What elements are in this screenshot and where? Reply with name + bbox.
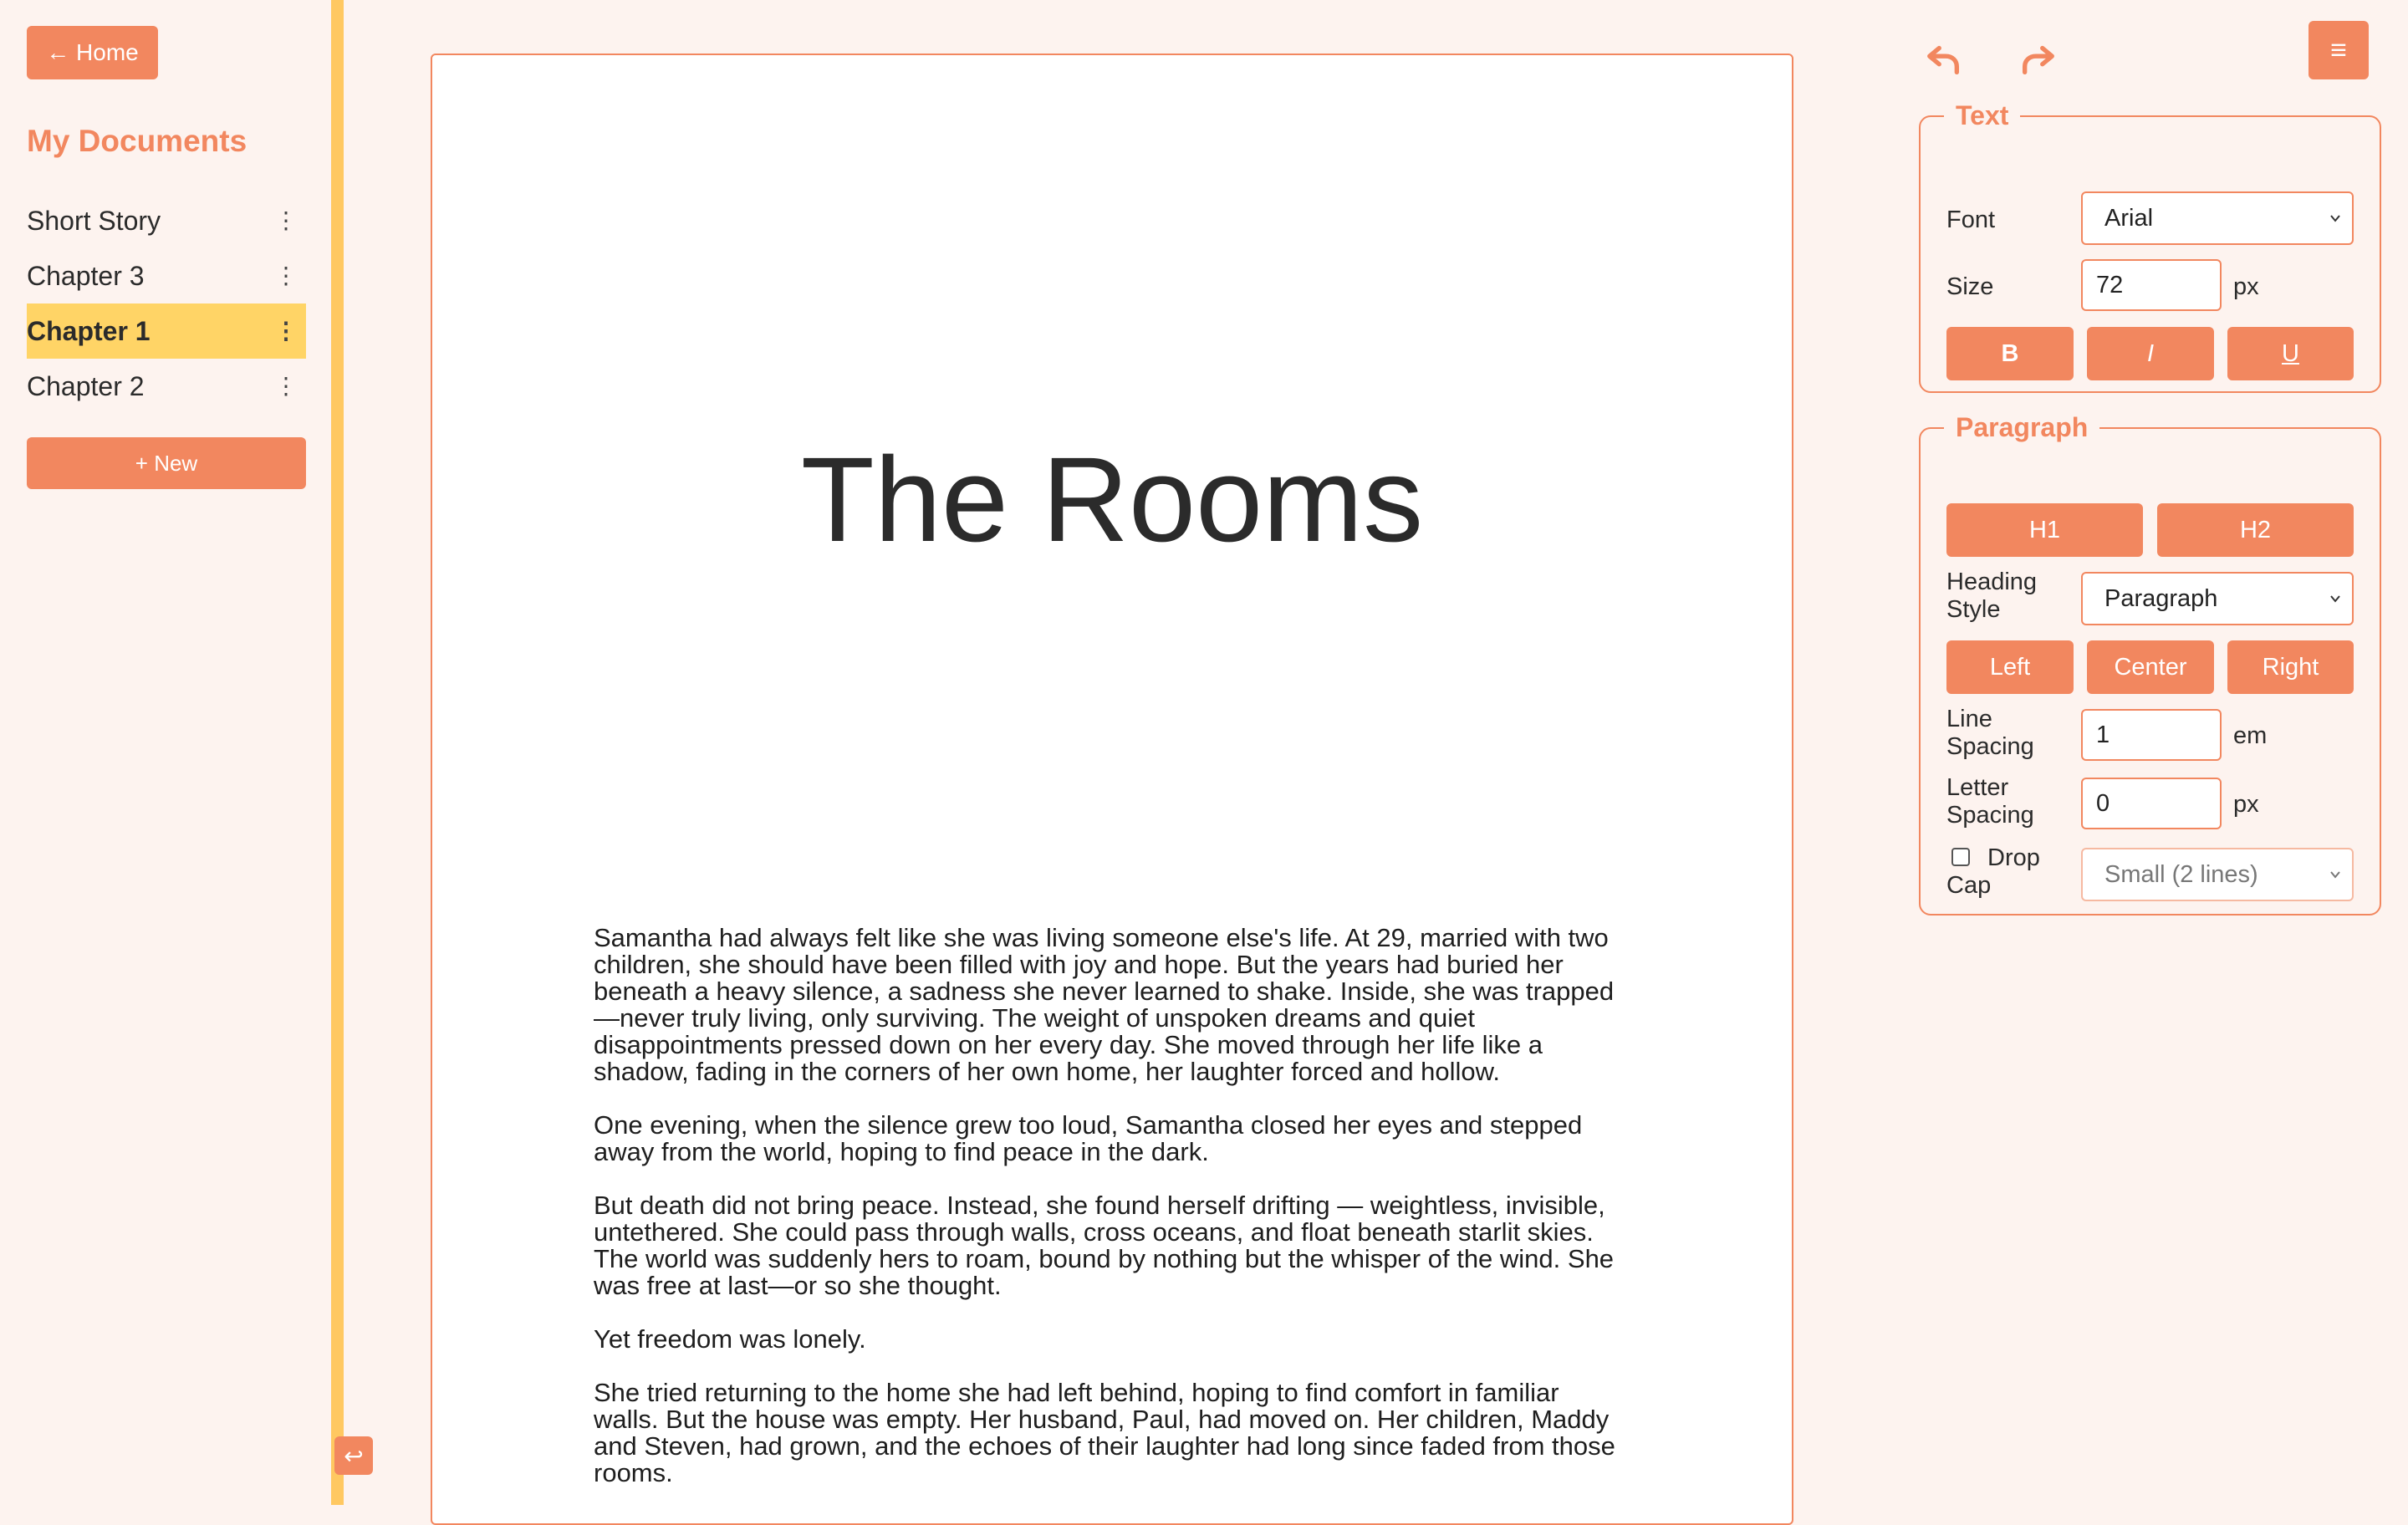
- align-center-button[interactable]: Center: [2087, 640, 2214, 694]
- font-size-input[interactable]: [2081, 259, 2222, 311]
- document-item-short-story[interactable]: [27, 193, 306, 248]
- document-list: [27, 193, 306, 414]
- paragraph[interactable]: But death did not bring peace. Instead, she found herself drifting — weightless, invisible, untethered. She could pass through walls, cross oceans, and float beneath starlit skies. The world was suddenly hers to roam, bound by nothing but the whisper of the wind. She was free at last—or so she thought.: [594, 1191, 1615, 1300]
- text-panel-legend: Text: [1956, 100, 2009, 130]
- italic-button[interactable]: I: [2087, 327, 2214, 380]
- sidebar-resize-handle[interactable]: [331, 0, 344, 1505]
- more-options-icon[interactable]: ⋮: [274, 318, 298, 344]
- more-options-icon[interactable]: ⋮: [274, 373, 298, 399]
- drop-cap-size-value: Small (2 lines): [2104, 860, 2258, 888]
- document-item-label: Chapter 2: [27, 370, 145, 401]
- undo-icon: [1925, 40, 1963, 79]
- font-label: Font: [1946, 207, 1996, 233]
- underline-button[interactable]: U: [2227, 327, 2354, 380]
- heading-style-label-line1: Heading: [1946, 569, 2038, 595]
- heading-style-value: Paragraph: [2104, 584, 2218, 612]
- new-document-button[interactable]: + New: [27, 437, 306, 489]
- undo-button[interactable]: [1915, 30, 1973, 89]
- align-right-button[interactable]: Right: [2227, 640, 2354, 694]
- documents-title: My Documents: [27, 124, 247, 158]
- drop-cap-label-line2: Cap: [1946, 872, 1992, 899]
- line-spacing-label: [1946, 706, 2034, 761]
- chevron-down-icon: [2327, 210, 2344, 227]
- document-item-label: Chapter 3: [27, 260, 145, 291]
- h2-button[interactable]: H2: [2157, 503, 2354, 557]
- heading-style-label: [1946, 569, 2037, 624]
- bold-button[interactable]: B: [1946, 327, 2074, 380]
- text-panel: [1919, 100, 2381, 393]
- paragraph-panel-legend: Paragraph: [1956, 412, 2089, 442]
- paragraph[interactable]: She tried returning to the home she had left behind, hoping to find comfort in familiar walls. But the house was empty. Her husband, Paul, had moved on. Her children, Maddy and Steven, had grown, and the echoes of their laughter had long since faded from those rooms.: [594, 1378, 1615, 1487]
- collapse-sidebar-icon[interactable]: ↩: [334, 1436, 373, 1475]
- letter-spacing-label: [1946, 774, 2034, 829]
- font-select[interactable]: [2081, 191, 2354, 245]
- heading-style-select[interactable]: [2081, 572, 2354, 625]
- document-item-chapter-2[interactable]: [27, 359, 306, 414]
- document-item-chapter-3[interactable]: [27, 248, 306, 303]
- redo-button[interactable]: [2008, 30, 2067, 89]
- more-options-icon[interactable]: ⋮: [274, 207, 298, 233]
- drop-cap-checkbox[interactable]: [1951, 848, 1970, 866]
- document-item-chapter-1[interactable]: [27, 303, 306, 359]
- chevron-down-icon: [2327, 590, 2344, 607]
- paragraph[interactable]: Yet freedom was lonely.: [594, 1324, 866, 1354]
- redo-icon: [2018, 40, 2057, 79]
- line-spacing-input[interactable]: [2081, 709, 2222, 761]
- font-select-value: Arial: [2104, 204, 2154, 232]
- line-spacing-label-line1: Line: [1946, 706, 1992, 732]
- hamburger-menu-icon: ≡: [2330, 33, 2347, 66]
- paragraph-panel: [1919, 412, 2381, 916]
- document-page[interactable]: [431, 54, 1793, 1525]
- size-label: Size: [1946, 273, 1994, 300]
- h1-button[interactable]: H1: [1946, 503, 2143, 557]
- paragraph[interactable]: Samantha had always felt like she was living someone else's life. At 29, married with two children, she should have been filled with joy and hope. But the years had buried her beneath a heavy silence, a sadness she never learned to shake. Inside, she was trapped—never truly living, only surviving. The weight of unspoken dreams and quiet disappointments pressed down on her every day. She moved through her life like a shadow, fading in the corners of her own home, her laughter forced and hollow.: [594, 923, 1615, 1086]
- menu-button[interactable]: [2309, 21, 2369, 79]
- size-unit: px: [2233, 273, 2259, 300]
- chevron-down-icon: [2327, 866, 2344, 883]
- drop-cap-label-line1: Drop: [1987, 844, 2040, 871]
- line-spacing-unit: em: [2233, 722, 2268, 749]
- document-item-label: Short Story: [27, 205, 161, 236]
- line-spacing-label-line2: Spacing: [1946, 733, 2034, 760]
- document-item-label: Chapter 1: [27, 315, 150, 346]
- drop-cap-size-select[interactable]: [2081, 848, 2354, 901]
- letter-spacing-input[interactable]: [2081, 778, 2222, 829]
- more-options-icon[interactable]: ⋮: [274, 263, 298, 288]
- letter-spacing-label-line2: Spacing: [1946, 802, 2034, 829]
- letter-spacing-label-line1: Letter: [1946, 774, 2009, 801]
- heading-style-label-line2: Style: [1946, 596, 2001, 623]
- document-heading[interactable]: The Rooms: [800, 432, 1424, 567]
- sidebar: [0, 0, 331, 1505]
- paragraph[interactable]: One evening, when the silence grew too loud, Samantha closed her eyes and stepped away from the world, hoping to find peace in the dark.: [594, 1110, 1583, 1166]
- letter-spacing-unit: px: [2233, 791, 2259, 818]
- document-body[interactable]: [594, 925, 1630, 1513]
- align-left-button[interactable]: Left: [1946, 640, 2074, 694]
- home-button[interactable]: ← Home: [27, 26, 158, 79]
